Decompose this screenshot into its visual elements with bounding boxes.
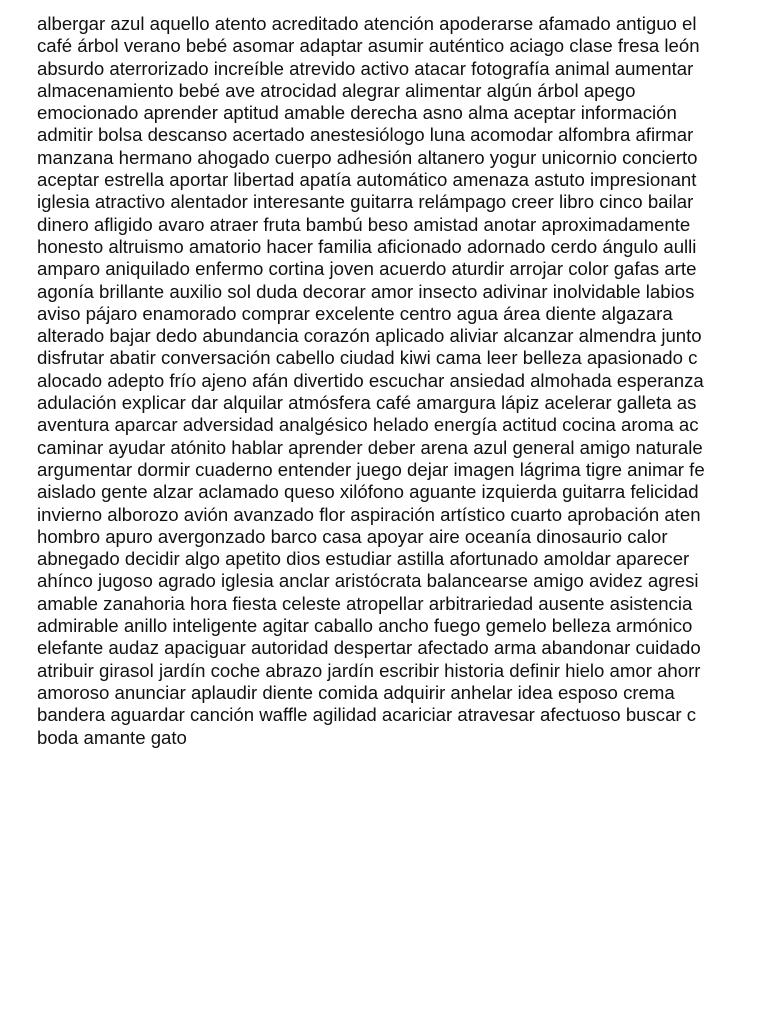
text-line: honesto altruismo amatorio hacer familia aficionado adornado cerdo ángulo aulli xyxy=(37,235,697,257)
text-line: adulación explicar dar alquilar atmósfera café amargura lápiz acelerar galleta as xyxy=(37,392,697,414)
text-line: elefante audaz apaciguar autoridad despertar afectado arma abandonar cuidado xyxy=(37,637,701,659)
text-line: aislado gente alzar aclamado queso xilófono aguante izquierda guitarra felicidad xyxy=(37,481,699,503)
text-line: iglesia atractivo alentador interesante guitarra relámpago creer libro cinco bailar xyxy=(37,191,694,213)
text-line: aviso pájaro enamorado comprar excelente centro agua área diente algazara xyxy=(37,302,673,324)
text-line: albergar azul aquello atento acreditado atención apoderarse afamado antiguo el xyxy=(37,13,697,34)
word-list-text xyxy=(37,13,768,749)
text-line: argumentar dormir cuaderno entender juego dejar imagen lágrima tigre animar fe xyxy=(37,458,705,480)
text-line: hombro apuro avergonzado barco casa apoyar aire oceanía dinosaurio calor xyxy=(37,525,668,547)
text-line: abnegado decidir algo apetito dios estudiar astilla afortunado amoldar aparecer xyxy=(37,548,690,570)
text-line: alocado adepto frío ajeno afán divertido escuchar ansiedad almohada esperanza xyxy=(37,369,704,391)
text-line: almacenamiento bebé ave atrocidad alegrar alimentar algún árbol apego xyxy=(37,79,636,101)
text-line: amparo aniquilado enfermo cortina joven acuerdo aturdir arrojar color gafas arte xyxy=(37,258,697,280)
text-line: admitir bolsa descanso acertado anestesiólogo luna acomodar alfombra afirmar xyxy=(37,124,694,146)
text-line: amable zanahoria hora fiesta celeste atropellar arbitrariedad ausente asistencia xyxy=(37,592,693,614)
text-line: bandera aguardar canción waffle agilidad acariciar atravesar afectuoso buscar c xyxy=(37,704,697,726)
text-line: alterado bajar dedo abundancia corazón aplicado aliviar alcanzar almendra junto xyxy=(37,325,702,347)
text-line: ahínco jugoso agrado iglesia anclar aristócrata balancearse amigo avidez agresi xyxy=(37,570,699,592)
text-line: amoroso anunciar aplaudir diente comida adquirir anhelar idea esposo crema xyxy=(37,681,675,703)
text-line: disfrutar abatir conversación cabello ciudad kiwi cama leer belleza apasionado c xyxy=(37,347,698,369)
text-line: admirable anillo inteligente agitar caballo ancho fuego gemelo belleza armónico xyxy=(37,615,693,637)
text-line: agonía brillante auxilio sol duda decorar amor insecto adivinar inolvidable labios xyxy=(37,280,695,302)
text-line: café árbol verano bebé asomar adaptar asumir auténtico aciago clase fresa león xyxy=(37,35,700,57)
text-line: absurdo aterrorizado increíble atrevido activo atacar fotografía animal aumentar xyxy=(37,57,694,79)
text-line: aceptar estrella aportar libertad apatía automático amenaza astuto impresionant xyxy=(37,169,697,191)
text-line: aventura aparcar adversidad analgésico helado energía actitud cocina aroma ac xyxy=(37,414,699,436)
text-line: emocionado aprender aptitud amable derecha asno alma aceptar información xyxy=(37,102,677,124)
text-line: invierno alborozo avión avanzado flor aspiración artístico cuarto aprobación aten xyxy=(37,503,701,525)
text-line: dinero afligido avaro atraer fruta bambú beso amistad anotar aproximadamente xyxy=(37,213,691,235)
text-line: caminar ayudar atónito hablar aprender deber arena azul general amigo naturale xyxy=(37,436,703,458)
text-line: boda amante gato xyxy=(37,726,187,748)
text-line: atribuir girasol jardín coche abrazo jardín escribir historia definir hielo amor ahorr xyxy=(37,659,701,681)
text-line: manzana hermano ahogado cuerpo adhesión altanero yogur unicornio concierto xyxy=(37,146,698,168)
